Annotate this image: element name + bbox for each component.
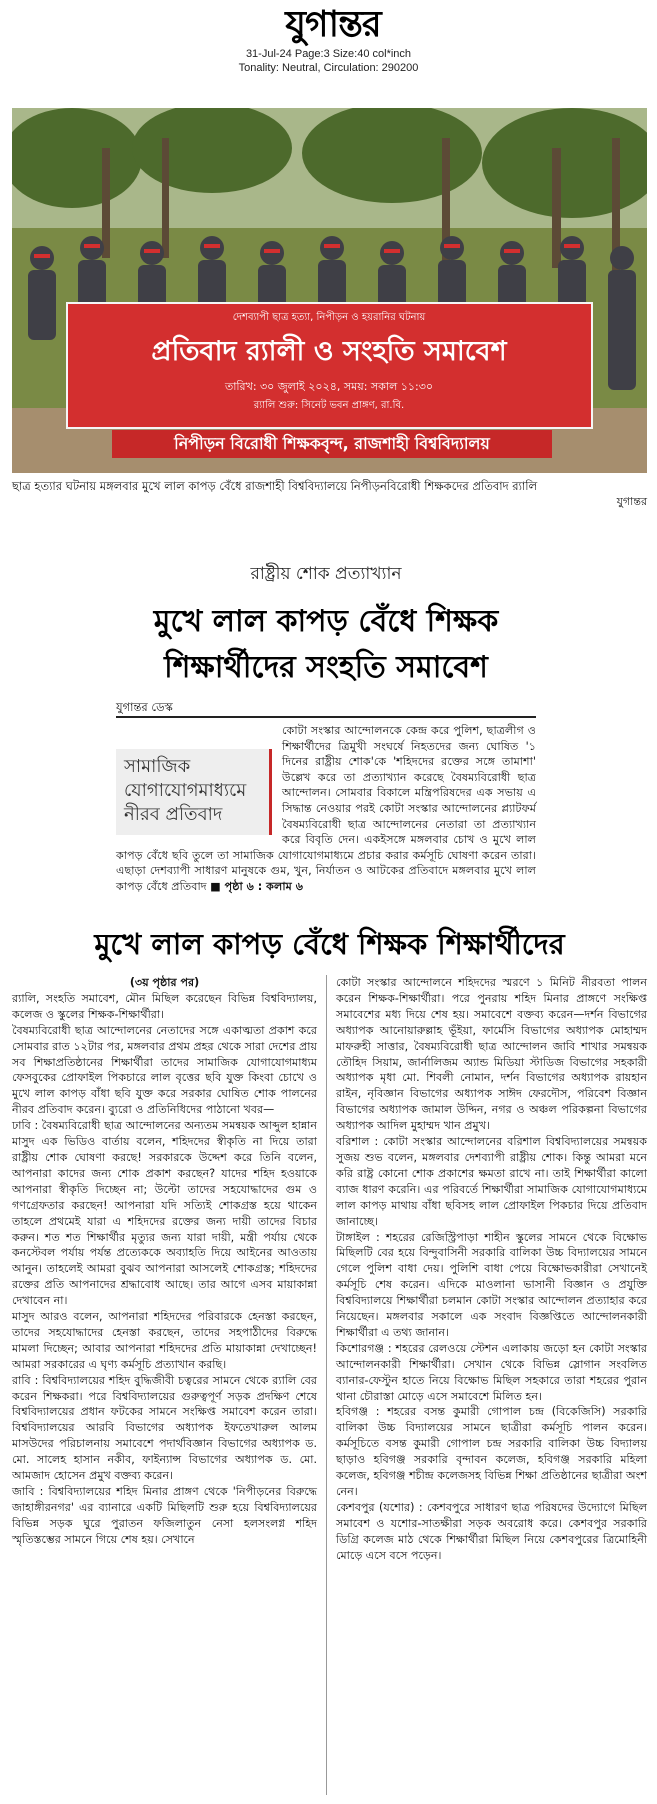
banner-footer: নিপীড়ন বিরোধী শিক্ষকবৃন্দ, রাজশাহী বিশ্ববিদ্যালয় bbox=[174, 434, 490, 453]
col2-paragraph: কোটা সংস্কার আন্দোলনে শহিদদের স্মরণে ১ মিনিট নীরবতা পালন করেন শিক্ষক-শিক্ষার্থীরা। পরে পুনরায় শহিদ মিনার প্রাঙ্গণে সংক্ষিপ্ত সমাবেশের মধ্য দিয়ে শেষ হয়। সমাবেশে বক্তব্য করেন—দর্শন বিভাগের অধ্যাপক আনোয়ারুল্লাহ ভূঁইয়া, ফার্মেসি বিভাগের অধ্যাপক মোহাম্মদ মাফরুহী সাত্তার, বৈষম্যবিরোধী ছাত্র আন্দোলন জাবি শাখার সমন্বয়ক তৌহিদ সিয়াম, জার্নালিজম অ্যান্ড মিডিয়া স্টাডিজ বিভাগের সহকারী অধ্যাপক মৃধা মো. শিবলী নোমান, দর্শন বিভাগের অধ্যাপক রায়হান রাইন, নৃবিজ্ঞান বিভাগের অধ্যাপক সাঈদ ফেরদৌস, পরিবেশ বিজ্ঞান বিভাগের অধ্যাপক জামাল উদ্দিন, নগর ও অঞ্চল পরিকল্পনা বিভাগের অধ্যাপক আদিল মুহাম্মদ খান প্রমুখ। bbox=[336, 976, 647, 1133]
col1-paragraph: র‍্যালি, সংহতি সমাবেশ, মৌন মিছিল করেছেন বিভিন্ন বিশ্ববিদ্যালয়, কলেজ ও স্কুলের শিক্ষক-শিক্ষার্থীরা। bbox=[12, 991, 317, 1021]
col2-paragraph: কেশবপুর (যশোর) : কেশবপুরে সাধারণ ছাত্র পরিষদের উদ্যোগে মিছিল সমাবেশ ও যশোর-সাতক্ষীরা সড়ক অবরোধ করে। কেশবপুর সরকারি ডিগ্রি কলেজ মাঠ থেকে শিক্ষার্থীরা মিছিল নিয়ে কেশবপুরের ত্রিমোহিনী মোড়ে এসে বসে পড়েন। bbox=[336, 1500, 647, 1562]
lead-paragraph: কোটা সংস্কার আন্দোলনকে কেন্দ্র করে পুলিশ, ছাত্রলীগ ও শিক্ষার্থীদের ত্রিমুখী সংঘর্ষে নিহতদের জন্য ঘোষিত '১ দিনের রাষ্ট্রীয় শোক'কে 'শহিদদের রক্তের সঙ্গে তামাশা' উল্লেখ করে তা প্রত্যাখ্যান করেছে বৈষম্যবিরোধী ছাত্র আন্দোলন। সোমবার বিকালে মন্ত্রিপরিষদের এক সভায় এ সিদ্ধান্ত নেওয়ার পরই কোটা সংস্কার আন্দোলনের প্ল্যাটফর্ম বৈষম্যবিরোধী ছাত্র আন্দোলনের নেতারা তা প্রত্যাখ্যান করে বিবৃতি দেন। একইসঙ্গে মঙ্গলবার চোখ ও মুখে লাল কাপড় বেঁধে ছবি তুলে তা সামাজিক যোগাযোগমাধ্যমে প্রচার করার কর্মসূচি ঘোষণা করেন তারা। এছাড়া দেশব্যাপী সাধারণ মানুষকে গুম, খুন, নির্যাতন ও আটকের প্রতিবাদে মঙ্গলবার মুখে লাল কাপড় বেঁধে প্রতিবাদ bbox=[116, 724, 536, 893]
clipping-meta-line1: 31-Jul-24 Page:3 Size:40 col*inch bbox=[245, 48, 412, 60]
photo-caption bbox=[12, 478, 647, 508]
continuation-column-2 bbox=[336, 975, 647, 1564]
headline-line2: শিক্ষার্থীদের সংহতি সমাবেশ bbox=[164, 650, 488, 685]
article-kicker: রাষ্ট্রীয় শোক প্রত্যাখ্যান bbox=[250, 564, 402, 584]
col1-paragraph: মাসুদ আরও বলেন, আপনারা শহিদদের পরিবারকে হেনস্তা করছেন, তাদের সহযোদ্ধাদের হেনস্তা করছেন, তাদের সহপাঠীদের বিরুদ্ধে মামলা দিচ্ছেন; আবার আপনারা শহিদদের প্রতি মায়াকান্না দেখাচ্ছেন! আমরা সরকারের এ ঘৃণ্য কর্মসূচি প্রত্যাখান করছি। bbox=[12, 1310, 317, 1371]
col1-paragraph: বৈষম্যবিরোধী ছাত্র আন্দোলনের নেতাদের সঙ্গে একাত্মতা প্রকাশ করে সোমবার রাত ১২টার পর, মঙ্গলবার প্রথম প্রহর থেকে সারা দেশের প্রায় সব শিক্ষাপ্রতিষ্ঠানের শিক্ষার্থীরা তাদের সামাজিক যোগাযোগমাধ্যম ফেসবুকের প্রোফাইল পিকচারে লাল বৃত্তের ছবি যুক্ত কিংবা চোখে ও মুখে লাল কাপড় বাঁধা ছবি যুক্ত করে সরকার ঘোষিত শোক পালনের নীরব প্রতিবাদ করেন। ব্যুরো ও প্রতিনিধিদের পাঠানো খবর— bbox=[12, 1023, 317, 1117]
col2-paragraph: টাঙ্গাইল : শহরের রেজিস্ট্রিপাড়া শাহীন স্কুলের সামনে থেকে বিক্ষোভ মিছিলটি বের হয়ে বিন্দুবাসিনী সরকারি বালিকা উচ্চ বিদ্যালয়ের সামনে গেলে পুলিশ বাধা দেয়। পুলিশি বাধা পেয়ে বিক্ষোভকারীরা সেখানেই কর্মসূচি শেষ করেন। এদিকে মাওলানা ভাসানী বিজ্ঞান ও প্রযুক্তি বিশ্ববিদ্যালয়ে শিক্ষার্থীরা চলমান কোটা সংস্কার আন্দোলন প্রত্যাহার করে নিয়েছেন। মঙ্গলবার সকালে এক সংবাদ বিজ্ঞপ্তিতে আন্দোলনকারী শিক্ষার্থীরা এ তথ্য জানান। bbox=[336, 1230, 647, 1339]
col1-paragraph: ঢাবি : বৈষম্যবিরোধী ছাত্র আন্দোলনের অন্যতম সমন্বয়ক আব্দুল হান্নান মাসুদ এক ভিডিও বার্তায় বলেন, শহিদদের স্বীকৃতি না দিয়ে তারা রাষ্ট্রীয় শোক ঘোষণা করছে! সরকারকে উদ্দেশ করে তিনি বলেন, আপনারা কাদের জন্য শোক প্রকাশ করছেন? যাদের শহিদ হওয়াকে আপনারা স্বীকৃতি দিচ্ছেন না; উল্টো তাদের সহযোদ্ধাদের গুম ও গণগ্রেফতার করছেন! আপনারা যদি সত্যিই শোকগ্রস্ত হয়ে থাকেন তাহলে প্রথমেই যারা এ শহিদদের রক্তের জন্য দায়ী তাদের বিচার করুন। শত শত শিক্ষার্থীর মৃত্যুর জন্য যারা দায়ী, মন্ত্রী পর্যায় থেকে কনস্টেবল পর্যায় পর্যন্ত প্রত্যেককে অব্যাহতি দিয়ে আইনের আওতায় আনুন। তাহলেই আমরা বুঝব আপনারা আসলেই শোকগ্রস্ত; শহিদদের রক্তের প্রতি আপনাদের শ্রদ্ধাবোধ আছে। তার আগে এসব মায়াকান্না দেখাবেন না। bbox=[12, 1119, 317, 1308]
col2-paragraph: বরিশাল : কোটা সংস্কার আন্দোলনের বরিশাল বিশ্ববিদ্যালয়ের সমন্বয়ক সুজয় শুভ বলেন, মঙ্গলবার দেশব্যাপী রাষ্ট্রীয় শোক। কিন্তু আমরা মনে করি রাষ্ট্র কোনো শোক প্রকাশের ক্ষমতা রাখে না। তাই শিক্ষার্থীরা কালো ব্যাজ ধারণ করেনি। এর পরিবর্তে শিক্ষার্থীরা সামাজিক যোগাযোগমাধ্যমে লাল কাপড় মাথায় বাঁধা ছবিসহ লাল প্রোফাইল পিকচার দিয়ে প্রতিবাদ জানাচ্ছে। bbox=[336, 1135, 647, 1228]
newspaper-logo: যুগান্তর bbox=[285, 3, 381, 45]
lead-article bbox=[102, 555, 550, 911]
col2-paragraph: কিশোরগঞ্জ : শহরের রেলওয়ে স্টেশন এলাকায় জড়ো হন কোটা সংস্কার আন্দোলনকারী শিক্ষার্থীরা। সেখান থেকে বিভিন্ন স্লোগান সংবলিত ব্যানার-ফেস্টুন হাতে নিয়ে বিক্ষোভ মিছিল সহকারে তারা শহরের পুরান থানা চৌরাস্তা মোড়ে এসে সমাবেশে মিলিত হন। bbox=[336, 1341, 647, 1403]
continuation-title: মুখে লাল কাপড় বেঁধে শিক্ষক শিক্ষার্থীদের bbox=[94, 927, 565, 961]
col2-paragraph: হবিগঞ্জ : শহরের বসন্ত কুমারী গোপাল চন্দ্র (বিকেজিসি) সরকারি বালিকা উচ্চ বিদ্যালয়ের সামনে ছাত্রীরা কর্মসূচি পালন করেন। কর্মসূচিতে বসন্ত কুমারী গোপাল চন্দ্র সরকারি বালিকা উচ্চ বিদ্যালয় ছাড়াও হবিগঞ্জ সরকারি বৃন্দাবন কলেজ, হবিগঞ্জ সরকারি মহিলা কলেজ, হবিগঞ্জ শচীন্দ্র কলেজসহ বিভিন্ন শিক্ষা প্রতিষ্ঠানের ছাত্রীরা অংশ নেন। bbox=[336, 1405, 647, 1498]
byline: যুগান্তর ডেস্ক bbox=[116, 700, 173, 714]
rally-photo bbox=[12, 108, 647, 473]
banner-date: তারিখ: ৩০ জুলাই ২০২৪, সময়: সকাল ১১:৩০ bbox=[224, 380, 434, 393]
caption-text: ছাত্র হত্যার ঘটনায় মঙ্গলবার মুখে লাল কাপড় বেঁধে রাজশাহী বিশ্ববিদ্যালয়ে নিপীড়নবিরোধী শিক্ষকদের প্রতিবাদ র‍্যালি bbox=[12, 479, 538, 493]
byline-rule bbox=[116, 716, 536, 718]
col1-paragraph: জাবি : বিশ্ববিদ্যালয়ের শহিদ মিনার প্রাঙ্গণ থেকে 'নিপীড়নের বিরুদ্ধে জাহাঙ্গীরনগর' এর ব্যানারে একটি মিছিলটি শুরু হয়ে বিশ্ববিদ্যালয়ের বিভিন্ন সড়ক ঘুরে পুরাতন ফজিলাতুন নেসা হলসংলগ্ন শহিদ স্মৃতিস্তম্ভের সামনে গিয়ে শেষ হয়। সেখানে bbox=[12, 1485, 317, 1546]
article-headline bbox=[102, 599, 550, 691]
banner-line1: দেশব্যাপী ছাত্র হত্যা, নিপীড়ন ও হয়রানির ঘটনায় bbox=[232, 312, 426, 323]
col1-paragraph: রাবি : বিশ্ববিদ্যালয়ের শহিদ বুদ্ধিজীবী চত্বরের সামনে থেকে র‍্যালি বের করেন শিক্ষকরা। পরে বিশ্ববিদ্যালয়ের গুরুত্বপূর্ণ সড়ক প্রদক্ষিণ শেষে বিশ্ববিদ্যালয়ের প্রধান ফটকের সামনে সংক্ষিপ্ত সমাবেশ করেন তারা। বিশ্ববিদ্যালয়ের আরবি বিভাগের অধ্যাপক ইফতেখারুল আলম মাসউদের পরিচালনায় সমাবেশে পদার্থবিজ্ঞান বিভাগের অধ্যাপক ড. মো. সালেহ হাসান নকীব, ফাইন্যান্স বিভাগের অধ্যাপক ড. মো. আমজাদ হোসেন প্রমুখ বক্তব্য করেন। bbox=[12, 1373, 317, 1483]
pull-quote: সামাজিক যোগাযোগমাধ্যমে নীরব প্রতিবাদ bbox=[116, 749, 272, 835]
jump-reference: ■ পৃষ্ঠা ৬ : কলাম ৬ bbox=[210, 879, 303, 893]
from-page-note: (৩য় পৃষ্ঠার পর) bbox=[129, 976, 200, 989]
headline-line1: মুখে লাল কাপড় বেঁধে শিক্ষক bbox=[153, 604, 499, 639]
column-divider bbox=[326, 975, 327, 1795]
clipping-meta-line2: Tonality: Neutral, Circulation: 290200 bbox=[238, 62, 419, 74]
banner-title: প্রতিবাদ র‍্যালী ও সংহতি সমাবেশ bbox=[151, 336, 507, 367]
lead-text-block bbox=[116, 723, 536, 895]
banner-venue: র‍্যালি শুরু: সিনেট ভবন প্রাঙ্গণ, রা.বি. bbox=[253, 400, 405, 411]
continuation-column-1 bbox=[12, 975, 317, 1548]
photo-credit: যুগান্তর bbox=[616, 495, 647, 508]
